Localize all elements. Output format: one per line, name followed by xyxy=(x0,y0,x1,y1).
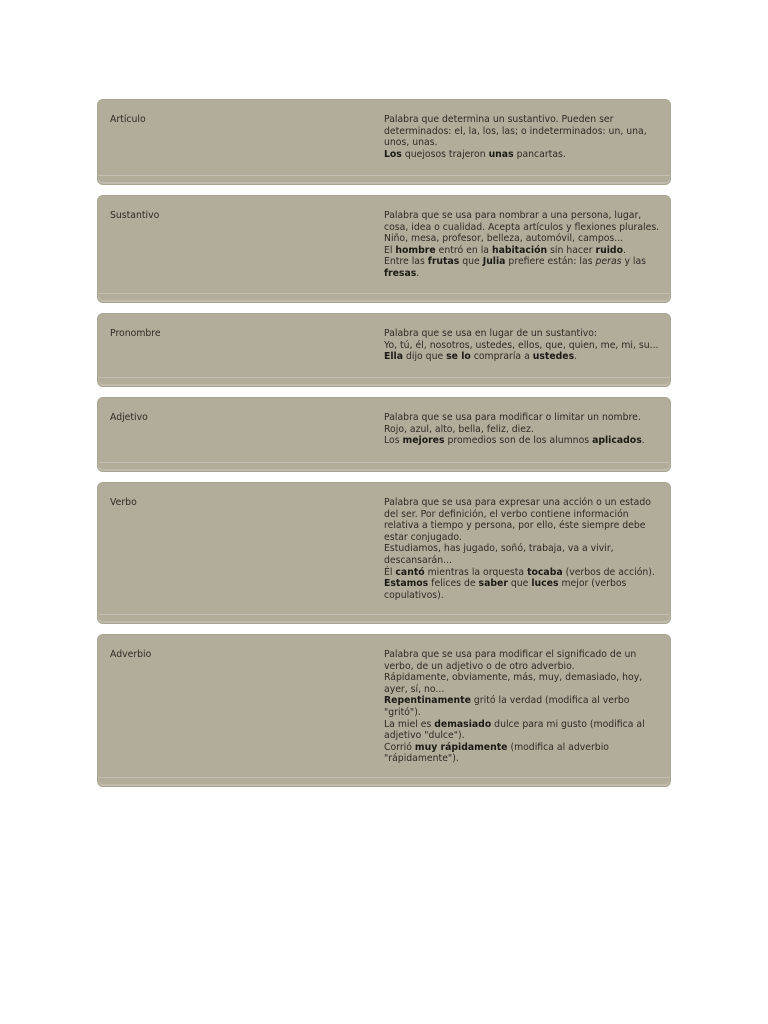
bold-example: tocaba xyxy=(527,566,563,578)
text-run: mejor (verbos xyxy=(558,578,627,590)
text-run: La miel es xyxy=(384,718,435,730)
definition-line xyxy=(384,578,660,590)
definition-line xyxy=(384,245,660,257)
term-label: Sustantivo xyxy=(110,210,160,221)
text-run: Rojo, azul, alto, bella, feliz, diez. xyxy=(384,423,534,435)
definition-line xyxy=(384,256,660,268)
bold-example: frutas xyxy=(427,256,460,268)
definition-line xyxy=(384,340,660,352)
bold-example: ustedes xyxy=(532,351,575,363)
card-verbo xyxy=(98,483,670,623)
definition-line xyxy=(384,532,660,544)
definition-line xyxy=(384,719,660,731)
term-label: Artículo xyxy=(110,114,146,125)
card-pronombre xyxy=(98,314,670,386)
bold-example: Julia xyxy=(482,256,506,268)
text-run: estar conjugado. xyxy=(384,531,462,543)
bold-example: saber xyxy=(478,578,508,590)
text-run: dijo que xyxy=(403,351,447,363)
definition-line xyxy=(384,509,660,521)
bold-example: fresas xyxy=(384,267,417,279)
bold-example: aplicados xyxy=(592,435,642,447)
text-run: sin hacer xyxy=(547,244,596,256)
text-run: pancartas. xyxy=(513,148,566,160)
card-articulo xyxy=(98,100,670,184)
definition-line xyxy=(384,649,660,661)
definition-line xyxy=(384,268,660,280)
text-run: y las xyxy=(621,256,647,268)
definition-line xyxy=(384,114,660,126)
text-run: entró en la xyxy=(435,244,492,256)
definition-line xyxy=(384,695,660,707)
card-sustantivo xyxy=(98,196,670,302)
text-run: del ser. Por definición, el verbo contiene información xyxy=(384,508,629,520)
text-run: compraría a xyxy=(470,351,533,363)
term-label: Adjetivo xyxy=(110,412,148,423)
term-label: Verbo xyxy=(110,497,137,508)
text-run: Corrió xyxy=(384,741,415,753)
definition-line xyxy=(384,661,660,673)
text-run: Palabra que se usa para expresar una acción o un estado xyxy=(384,497,651,508)
definition-line xyxy=(384,210,660,222)
text-run: Palabra que se usa para modificar o limitar un nombre. xyxy=(384,412,641,423)
definition-line xyxy=(384,590,660,602)
text-run: verbo, de un adjetivo o de otro adverbio. xyxy=(384,660,575,672)
definition-line xyxy=(384,707,660,719)
bold-example: ruido xyxy=(595,244,623,256)
definition-line xyxy=(384,753,660,765)
bold-example: mejores xyxy=(402,435,445,447)
bold-example: muy rápidamente xyxy=(414,741,508,753)
text-run: . xyxy=(641,435,645,447)
definition-line xyxy=(384,543,660,555)
text-run: "rápidamente"). xyxy=(384,753,459,765)
text-run: (verbos de acción). xyxy=(562,566,655,578)
card-adjetivo xyxy=(98,398,670,471)
definition-line xyxy=(384,328,660,340)
definition-line xyxy=(384,412,660,424)
italic-example: peras xyxy=(595,256,622,268)
bold-example: luces xyxy=(531,578,559,590)
definition-line xyxy=(384,351,660,363)
text-run: . xyxy=(574,351,578,363)
text-run: El xyxy=(384,244,396,256)
divider xyxy=(98,462,670,463)
text-run: adjetivo "dulce"). xyxy=(384,730,465,742)
text-run: cosa, idea o cualidad. Acepta artículos y flexiones plurales. xyxy=(384,221,660,233)
text-run: mientras la orquesta xyxy=(424,566,528,578)
card-adverbio xyxy=(98,635,670,786)
text-run: Palabra que se usa en lugar de un sustantivo: xyxy=(384,328,598,339)
divider xyxy=(98,293,670,294)
text-run: "gritó"). xyxy=(384,706,421,718)
text-run: copulativos). xyxy=(384,589,444,601)
bold-example: Estamos xyxy=(384,578,429,590)
text-run: quejosos trajeron xyxy=(401,148,489,160)
text-run: (modifica al adverbio xyxy=(507,741,609,753)
text-run: prefiere están: las xyxy=(505,256,596,268)
text-run: que xyxy=(459,256,483,268)
definition-line xyxy=(384,137,660,149)
definition xyxy=(384,497,660,601)
divider xyxy=(98,175,670,176)
text-run: que xyxy=(507,578,532,590)
text-run: descansarán... xyxy=(384,554,452,566)
text-run: promedios son de los alumnos xyxy=(444,435,593,447)
text-run: unos, unas. xyxy=(384,137,438,149)
definition-line xyxy=(384,672,660,684)
text-run: Los xyxy=(384,435,403,447)
definition-line xyxy=(384,497,660,509)
bold-example: demasiado xyxy=(434,718,492,730)
bold-example: Ella xyxy=(384,351,403,363)
text-run: gritó la verdad (modifica al verbo xyxy=(470,695,630,707)
definition xyxy=(384,210,660,280)
definition xyxy=(384,412,660,447)
text-run: Niño, mesa, profesor, belleza, automóvil, campos... xyxy=(384,233,624,245)
definition xyxy=(384,114,660,160)
definition-line xyxy=(384,126,660,138)
term-label: Pronombre xyxy=(110,328,161,339)
text-run: Rápidamente, obviamente, más, muy, demasiado, hoy, xyxy=(384,672,643,684)
text-run: . xyxy=(622,244,626,256)
definition-line xyxy=(384,742,660,754)
text-run: Él xyxy=(384,566,396,578)
definition-line xyxy=(384,520,660,532)
definition-line xyxy=(384,730,660,742)
divider xyxy=(98,777,670,778)
divider xyxy=(98,614,670,615)
text-run: ayer, sí, no... xyxy=(384,683,445,695)
text-run: Yo, tú, él, nosotros, ustedes, ellos, que, quien, me, mi, su... xyxy=(384,339,659,351)
definition xyxy=(384,649,660,765)
definition-line xyxy=(384,684,660,696)
definition-line xyxy=(384,555,660,567)
bold-example: hombre xyxy=(395,244,436,256)
text-run: . xyxy=(416,267,420,279)
text-run: Entre las xyxy=(384,256,428,268)
text-run: Estudiamos, has jugado, soñó, trabaja, va a vivir, xyxy=(384,543,614,555)
term-label: Adverbio xyxy=(110,649,152,660)
bold-example: se lo xyxy=(446,351,471,363)
definition-line xyxy=(384,435,660,447)
bold-example: Los xyxy=(384,148,402,160)
definition-line xyxy=(384,424,660,436)
text-run: relativa a tiempo y persona, por ello, éste siempre debe xyxy=(384,520,646,532)
definition-line xyxy=(384,149,660,161)
definition-line xyxy=(384,222,660,234)
text-run: dulce para mi gusto (modifica al xyxy=(491,718,645,730)
text-run: Palabra que se usa para nombrar a una persona, lugar, xyxy=(384,210,642,221)
bold-example: cantó xyxy=(395,566,425,578)
text-run: determinados: el, la, los, las; o indeterminados: un, una, xyxy=(384,125,647,137)
bold-example: Repentinamente xyxy=(384,695,471,707)
text-run: Palabra que se usa para modificar el significado de un xyxy=(384,649,637,660)
bold-example: unas xyxy=(488,148,514,160)
definition xyxy=(384,328,660,363)
divider xyxy=(98,377,670,378)
definition-line xyxy=(384,567,660,579)
definition-line xyxy=(384,233,660,245)
text-run: felices de xyxy=(428,578,479,590)
bold-example: habitación xyxy=(491,244,548,256)
text-run: Palabra que determina un sustantivo. Pueden ser xyxy=(384,114,614,125)
